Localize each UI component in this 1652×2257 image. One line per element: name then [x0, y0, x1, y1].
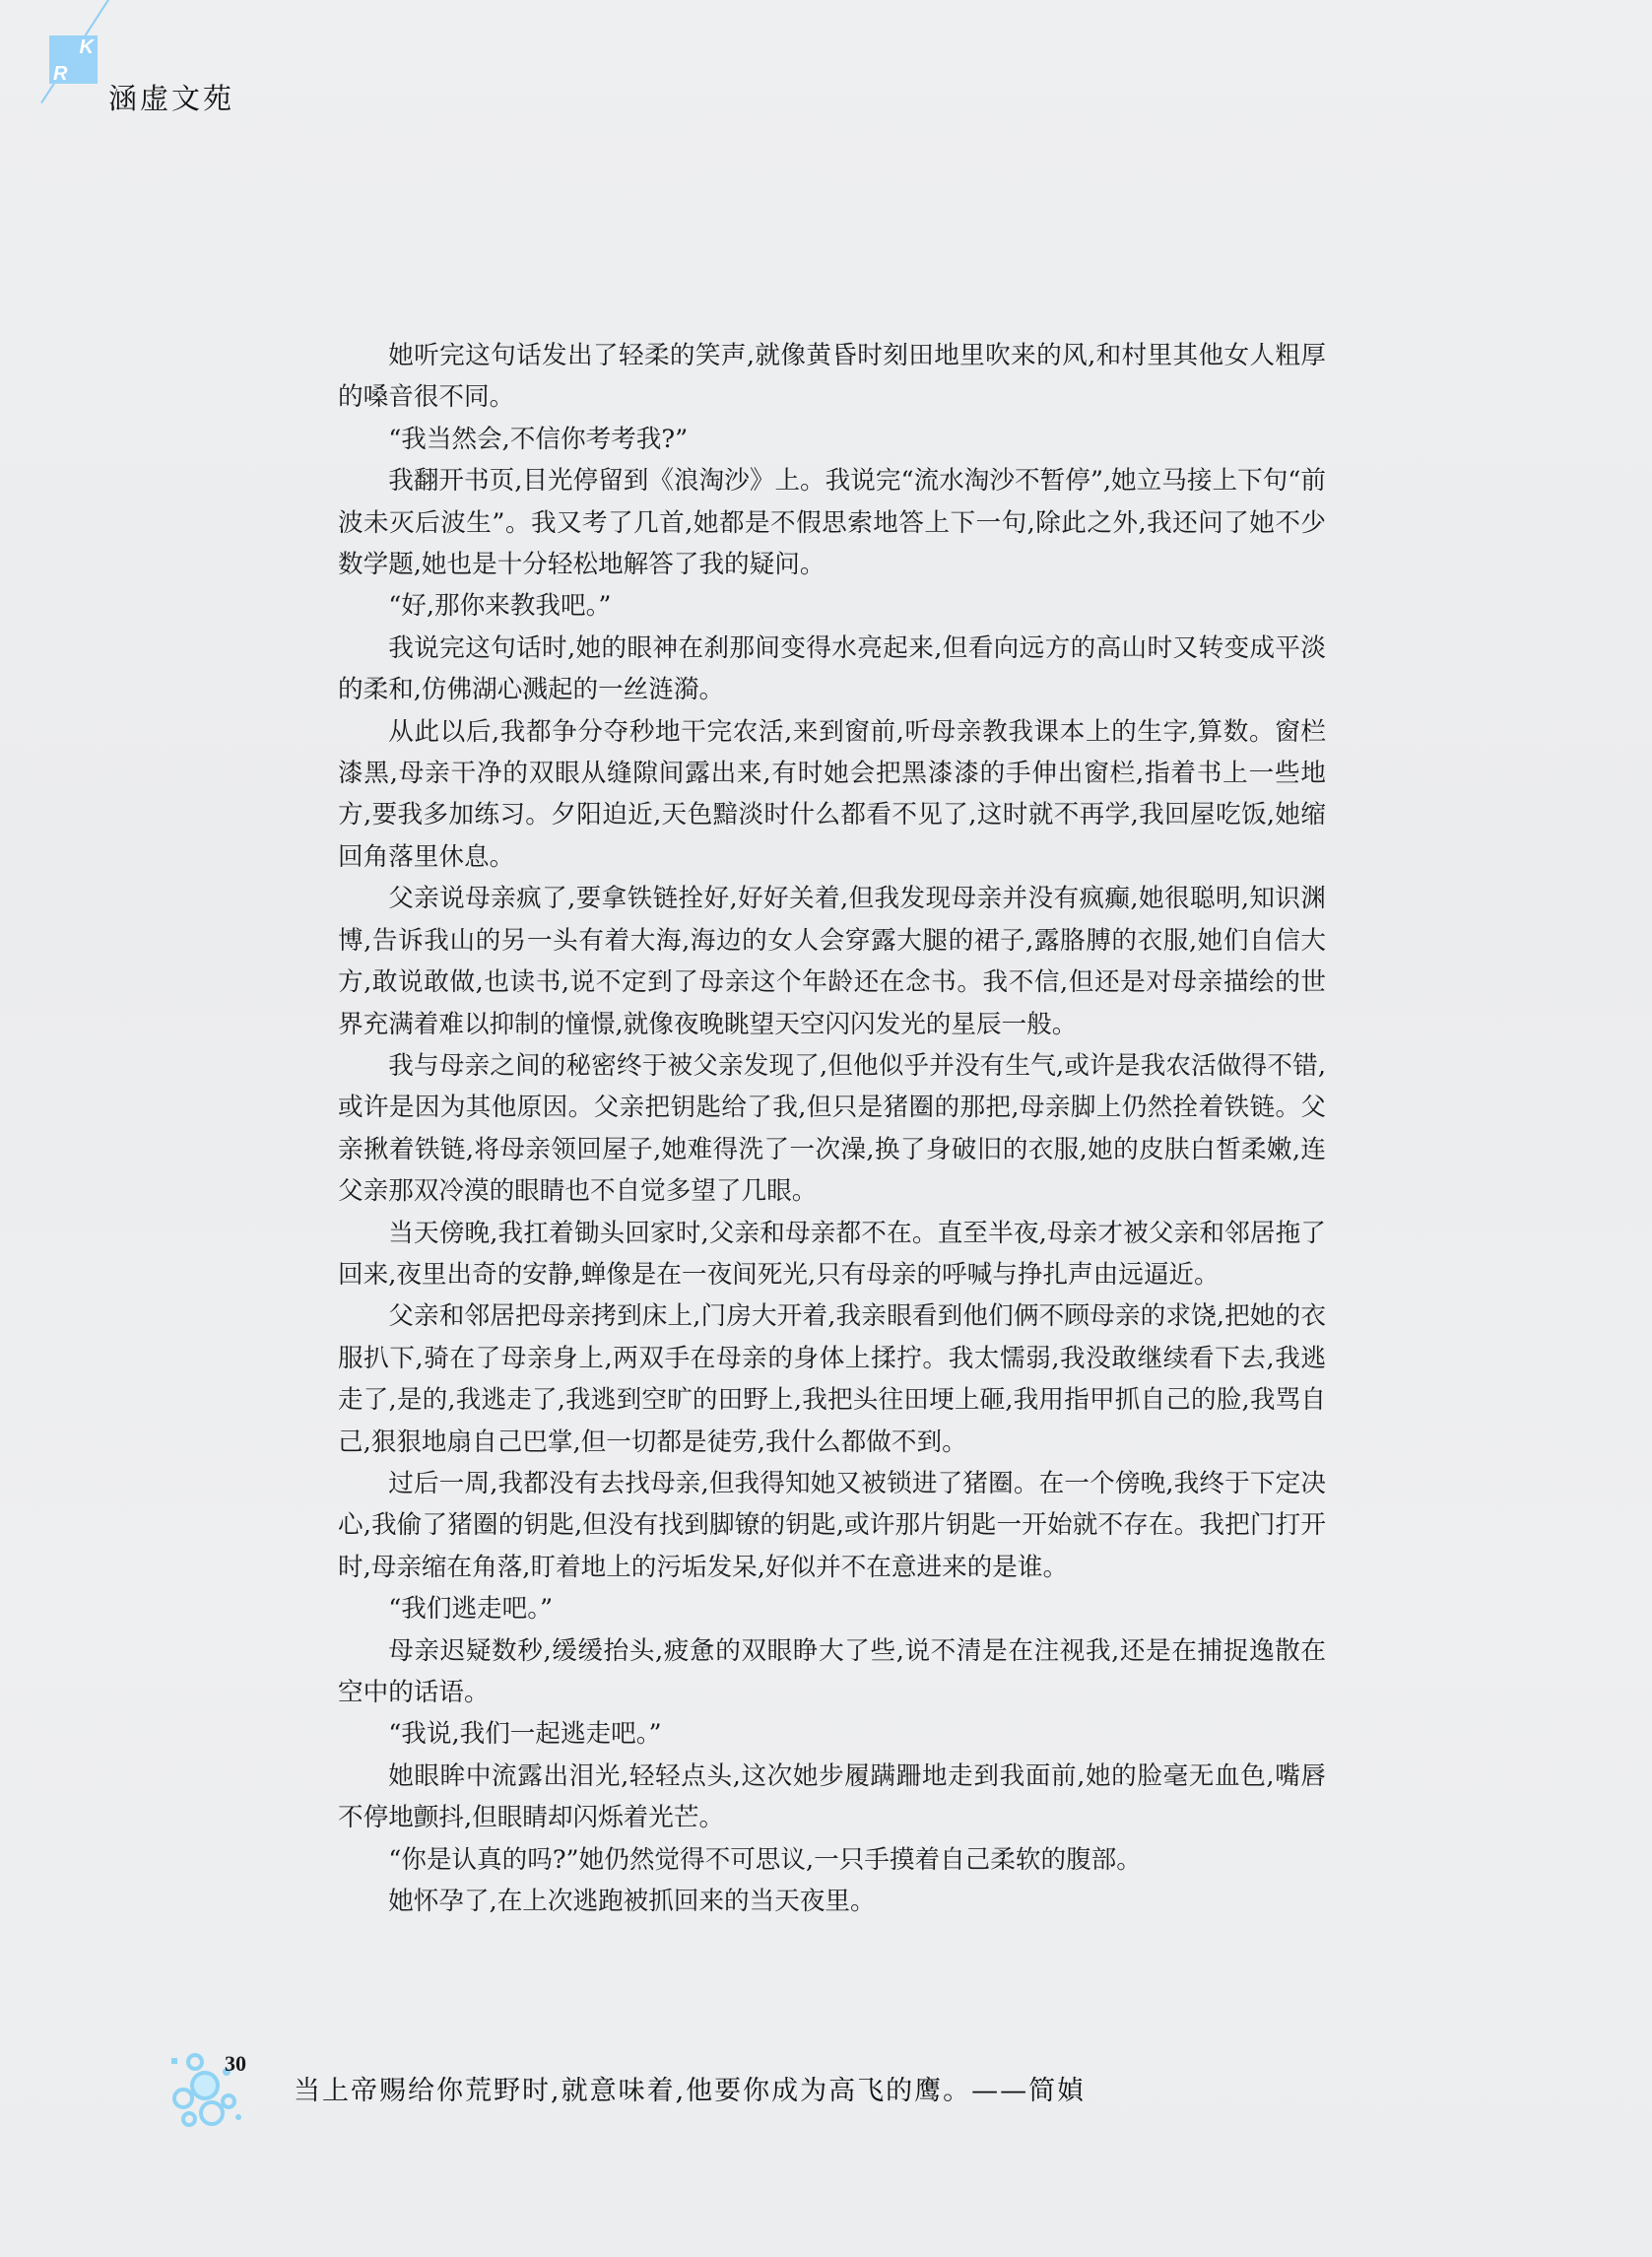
paragraph: “我说,我们一起逃走吧。” — [388, 1719, 662, 1750]
paragraph: 从此以后,我都争分夺秒地干完农活,来到窗前,听母亲教我课本上的生字,算数。窗栏漆黑,母亲干净的双眼从缝隙间露出来,有时她会把黑漆漆的手伸出窗栏,指着书上一些地方,要我多加练习。夕阳迫近,天色黯淡时什么都看不见了,这时就不再学,我回屋吃饭,她缩回角落里休息。 — [338, 716, 1326, 872]
footer-quote: 当上帝赐给你荒野时,就意味着,他要你成为高飞的鹰。——简媜 — [294, 2076, 1087, 2106]
paragraph: 她眼眸中流露出泪光,轻轻点头,这次她步履蹒跚地走到我面前,她的脸毫无血色,嘴唇不停地颤抖,但眼睛却闪烁着光芒。 — [338, 1760, 1326, 1833]
logo-letter-r: R — [53, 63, 68, 85]
paragraph: “我们逃走吧。” — [388, 1594, 554, 1625]
page-number: 30 — [225, 2051, 246, 2076]
paragraph: “我当然会,不信你考考我?” — [388, 424, 689, 454]
paragraph: 过后一周,我都没有去找母亲,但我得知她又被锁进了猪圈。在一个傍晚,我终于下定决心,我偷了猪圈的钥匙,但没有找到脚镣的钥匙,或许那片钥匙一开始就不存在。我把门打开时,母亲缩在角落,盯着地上的污垢发呆,好似并不在意进来的是谁。 — [338, 1468, 1326, 1582]
paragraph: 她听完这句话发出了轻柔的笑声,就像黄昏时刻田地里吹来的风,和村里其他女人粗厚的嗓音很不同。 — [338, 341, 1326, 413]
logo-letter-k: K — [79, 36, 94, 58]
paragraph: “好,那你来教我吧。” — [388, 591, 612, 622]
paragraph: 她怀孕了,在上次逃跑被抓回来的当天夜里。 — [388, 1887, 876, 1917]
paragraph: 我说完这句话时,她的眼神在刹那间变得水亮起来,但看向远方的高山时又转变成平淡的柔和,仿佛湖心溅起的一丝涟漪。 — [338, 632, 1326, 705]
paragraph: “你是认真的吗?”她仍然觉得不可思议,一只手摸着自己柔软的腹部。 — [388, 1844, 1142, 1875]
paragraph: 父亲和邻居把母亲拷到床上,门房大开着,我亲眼看到他们俩不顾母亲的求饶,把她的衣服扒下,骑在了母亲身上,两双手在母亲的身体上揉拧。我太懦弱,我没敢继续看下去,我逃走了,是的,我逃走了,我逃到空旷的田野上,我把头往田埂上砸,我用指甲抓自己的脸,我骂自己,狠狠地扇自己巴掌,但一切都是徒劳,我什么都做不到。 — [338, 1301, 1326, 1457]
section-logo — [49, 35, 98, 84]
paragraph: 我与母亲之间的秘密终于被父亲发现了,但他似乎并没有生气,或许是我农活做得不错,或许是因为其他原因。父亲把钥匙给了我,但只是猪圈的那把,母亲脚上仍然拴着铁链。父亲揪着铁链,将母亲领回屋子,她难得洗了一次澡,换了身破旧的衣服,她的皮肤白皙柔嫩,连父亲那双冷漠的眼睛也不自觉多望了几眼。 — [338, 1050, 1326, 1207]
paragraph: 我翻开书页,目光停留到《浪淘沙》上。我说完“流水淘沙不暂停”,她立马接上下句“前波未灭后波生”。我又考了几首,她都是不假思索地答上下一句,除此之外,我还问了她不少数学题,她也是十分轻松地解答了我的疑问。 — [338, 466, 1326, 580]
article-body — [338, 335, 1326, 1922]
paragraph: 父亲说母亲疯了,要拿铁链拴好,好好关着,但我发现母亲并没有疯癫,她很聪明,知识渊博,告诉我山的另一头有着大海,海边的女人会穿露大腿的裙子,露胳膊的衣服,她们自信大方,敢说敢做,也读书,说不定到了母亲这个年龄还在念书。我不信,但还是对母亲描绘的世界充满着难以抑制的憧憬,就像夜晚眺望天空闪闪发光的星辰一般。 — [338, 884, 1326, 1039]
paragraph: 当天傍晚,我扛着锄头回家时,父亲和母亲都不在。直至半夜,母亲才被父亲和邻居拖了回来,夜里出奇的安静,蝉像是在一夜间死光,只有母亲的呼喊与挣扎声由远逼近。 — [338, 1218, 1326, 1290]
section-title: 涵虚文苑 — [108, 82, 235, 115]
paragraph: 母亲迟疑数秒,缓缓抬头,疲惫的双眼睁大了些,说不清是在注视我,还是在捕捉逸散在空中的话语。 — [338, 1635, 1326, 1707]
